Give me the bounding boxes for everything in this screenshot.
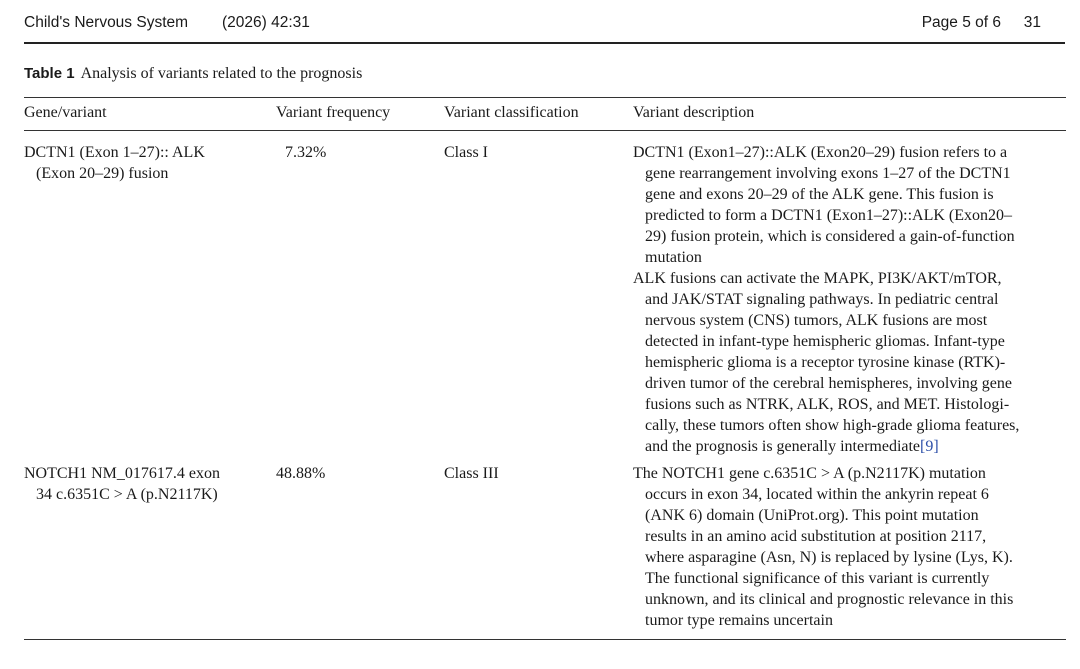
description-line: and JAK/STAT signaling pathways. In pediatric central	[645, 291, 999, 308]
description-line: tumor type remains uncertain	[645, 612, 833, 629]
description-line: DCTN1 (Exon1–27)::ALK (Exon20–29) fusion refers to a	[633, 144, 1008, 161]
description-line: hemispheric glioma is a receptor tyrosine kinase (RTK)-	[645, 354, 1006, 371]
gene-line: 34 c.6351C > A (p.N2117K)	[36, 486, 218, 503]
table-caption	[24, 65, 362, 83]
description-line: predicted to form a DCTN1 (Exon1–27)::ALK (Exon20–	[645, 207, 1013, 224]
description-line: nervous system (CNS) tumors, ALK fusions are most	[645, 312, 988, 329]
description-line: ALK fusions can activate the MAPK, PI3K/AKT/mTOR,	[633, 270, 1002, 287]
variant-classification-cell: Class III	[444, 465, 499, 482]
description-line: The NOTCH1 gene c.6351C > A (p.N2117K) mutation	[633, 465, 986, 482]
table-header-rule	[24, 130, 1066, 131]
description-line: driven tumor of the cerebral hemispheres, involving gene	[645, 375, 1012, 392]
variant-classification-cell: Class I	[444, 144, 488, 161]
description-line: gene and exons 20–29 of the ALK gene. This fusion is	[645, 186, 994, 203]
description-text: and the prognosis is generally intermediate	[645, 438, 921, 455]
description-line: cally, these tumors often show high-grade glioma features,	[645, 417, 1020, 434]
gene-variant-cell	[24, 463, 220, 505]
description-line: unknown, and its clinical and prognostic relevance in this	[645, 591, 1014, 608]
citation-link[interactable]: [9]	[920, 438, 939, 455]
gene-line: NOTCH1 NM_017617.4 exon	[24, 465, 220, 482]
description-line: gene rearrangement involving exons 1–27 of the DCTN1	[645, 165, 1011, 182]
description-line: occurs in exon 34, located within the ankyrin repeat 6	[645, 486, 989, 503]
column-header-description: Variant description	[633, 104, 755, 121]
description-line: (ANK 6) domain (UniProt.org). This point mutation	[645, 507, 979, 524]
variant-frequency-cell: 7.32%	[285, 144, 327, 161]
issue-info: (2026) 42:31	[222, 14, 310, 31]
table-caption-text: Analysis of variants related to the prognosis	[80, 65, 363, 82]
description-line: results in an amino acid substitution at position 2117,	[645, 528, 987, 545]
description-line: fusions such as NTRK, ALK, ROS, and MET. Histologi-	[645, 396, 1010, 413]
column-header-classification: Variant classification	[444, 104, 579, 121]
variant-description-cell	[633, 463, 1013, 631]
journal-name: Child's Nervous System	[24, 14, 189, 31]
variant-frequency-cell: 48.88%	[276, 465, 326, 482]
column-header-frequency: Variant frequency	[276, 104, 391, 121]
gene-variant-cell	[24, 142, 205, 184]
column-header-gene: Gene/variant	[24, 104, 107, 121]
description-line	[633, 436, 1019, 457]
page-indicator: Page 5 of 6	[921, 14, 1001, 31]
description-line: The functional significance of this variant is currently	[645, 570, 990, 587]
running-header	[24, 10, 1065, 44]
gene-line: (Exon 20–29) fusion	[36, 165, 169, 182]
table-label: Table 1	[24, 65, 75, 82]
table-top-rule	[24, 97, 1066, 98]
description-line: mutation	[645, 249, 702, 266]
description-line: 29) fusion protein, which is considered a gain-of-function	[645, 228, 1015, 245]
variant-description-cell	[633, 142, 1019, 457]
gene-line: DCTN1 (Exon 1–27):: ALK	[24, 144, 205, 161]
page-number: 31	[1023, 14, 1041, 31]
table-bottom-rule	[24, 639, 1066, 640]
description-line: where asparagine (Asn, N) is replaced by lysine (Lys, K).	[645, 549, 1013, 566]
description-line: detected in infant-type hemispheric gliomas. Infant-type	[645, 333, 1005, 350]
